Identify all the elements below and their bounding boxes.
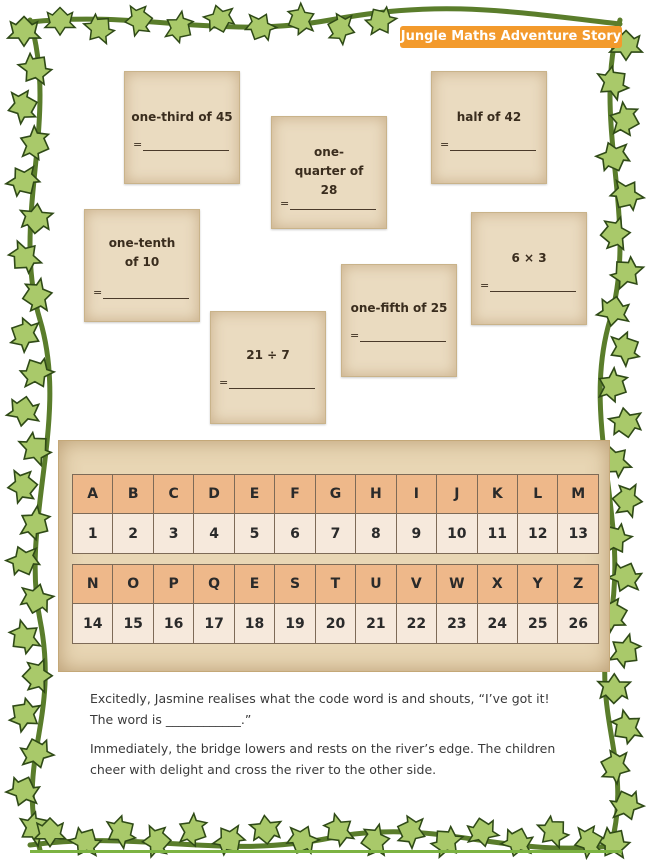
question-text: one-third of 45 (131, 110, 233, 124)
answer-field[interactable] (93, 286, 189, 302)
ivy-leaf (3, 772, 44, 811)
ivy-leaf (208, 819, 250, 860)
letter-cell: D (194, 475, 234, 514)
number-cell: 17 (194, 604, 234, 644)
ivy-leaf (45, 8, 75, 36)
answer-field[interactable] (219, 376, 315, 392)
question-text: one-tenth of 10 (108, 236, 176, 269)
ivy-leaf (318, 809, 360, 851)
ivy-leaf (605, 557, 646, 597)
page-title-badge: Jungle Maths Adventure Story (400, 26, 622, 48)
letter-cell: U (356, 565, 396, 604)
question-card-one-quarter (271, 116, 387, 229)
letter-cell: T (315, 565, 355, 604)
question-card-half (431, 71, 547, 184)
number-cell: 6 (275, 514, 315, 554)
number-cell: 12 (518, 514, 558, 554)
number-cell: 10 (437, 514, 477, 554)
story-paragraph-2: Immediately, the bridge lowers and rests on the river’s edge. The children cheer with delight and cross the river to the other side. (90, 741, 556, 777)
equals-sign: = (219, 376, 229, 389)
equals-sign: = (93, 286, 103, 299)
ivy-leaf (5, 394, 42, 429)
letter-cell: I (396, 475, 436, 514)
ivy-leaf (605, 251, 649, 295)
question-card-multiplication (471, 212, 587, 325)
question-text: one-quarter of 28 (294, 145, 364, 197)
ivy-leaf (4, 87, 41, 126)
ivy-leaf (22, 660, 52, 693)
ivy-leaf (499, 824, 537, 860)
letter-cell: Z (558, 565, 599, 604)
ivy-leaf (2, 160, 45, 202)
code-table-n-to-z (72, 564, 599, 644)
number-cell: 26 (558, 604, 599, 644)
letter-cell: E (234, 475, 274, 514)
ivy-leaf (283, 821, 323, 860)
question-card-one-fifth (341, 264, 457, 377)
ivy-leaf (249, 814, 283, 846)
letter-cell: Q (194, 565, 234, 604)
number-cell: 23 (437, 604, 477, 644)
ivy-leaf (201, 1, 237, 36)
number-cell: 1 (73, 514, 113, 554)
equals-sign: = (133, 138, 143, 151)
number-cell: 5 (234, 514, 274, 554)
ivy-leaf (591, 61, 634, 105)
equals-sign: = (440, 138, 450, 151)
letter-cell: F (275, 475, 315, 514)
letter-cell: Y (517, 565, 557, 604)
ivy-leaf (606, 786, 647, 825)
ivy-leaf (571, 823, 607, 861)
answer-field[interactable] (133, 138, 229, 154)
number-cell: 18 (234, 604, 274, 644)
letter-cell: V (396, 565, 436, 604)
number-row (73, 514, 599, 554)
number-cell: 14 (73, 604, 113, 644)
equals-sign: = (280, 197, 290, 210)
answer-field[interactable] (440, 138, 536, 154)
number-cell: 3 (153, 514, 193, 554)
number-cell: 13 (558, 514, 599, 554)
letter-cell: G (315, 475, 355, 514)
ivy-leaf (123, 3, 154, 37)
number-cell: 22 (396, 604, 436, 644)
ivy-leaf (241, 8, 280, 46)
ivy-leaf (19, 202, 54, 234)
ivy-leaf (14, 502, 56, 545)
letter-cell: L (518, 475, 558, 514)
number-cell: 19 (275, 604, 315, 644)
letter-cell: O (113, 565, 153, 604)
question-card-division (210, 311, 326, 424)
letter-cell: A (73, 475, 113, 514)
ivy-leaf (6, 468, 39, 503)
question-text: half of 42 (456, 110, 522, 124)
letter-cell: J (437, 475, 477, 514)
question-card-one-third (124, 71, 240, 184)
ivy-leaf (13, 427, 57, 471)
letter-row (73, 565, 599, 604)
number-row (73, 604, 599, 644)
letter-cell: W (437, 565, 477, 604)
letter-row (73, 475, 599, 514)
number-cell: 20 (315, 604, 355, 644)
number-cell: 4 (194, 514, 234, 554)
number-cell: 8 (356, 514, 396, 554)
letter-cell: S (275, 565, 315, 604)
ivy-leaf (605, 174, 648, 216)
ivy-leaf (361, 1, 401, 40)
ivy-leaf (599, 216, 631, 251)
number-cell: 11 (477, 514, 517, 554)
ivy-leaf (79, 9, 120, 49)
letter-cell: B (113, 475, 153, 514)
ivy-leaf (3, 235, 47, 279)
ivy-leaf (595, 294, 632, 329)
answer-field[interactable] (350, 329, 446, 345)
question-text: 6 × 3 (511, 251, 547, 265)
ivy-leaf (359, 823, 392, 858)
number-cell: 16 (153, 604, 193, 644)
question-text: 21 ÷ 7 (246, 348, 290, 362)
letter-cell: M (558, 475, 599, 514)
ivy-leaf (611, 482, 644, 517)
number-cell: 25 (517, 604, 557, 644)
answer-field[interactable] (280, 197, 376, 213)
footer-divider (30, 850, 622, 853)
code-table-a-to-m (72, 474, 599, 554)
letter-cell: X (477, 565, 517, 604)
equals-sign: = (350, 329, 360, 342)
letter-cell: N (73, 565, 113, 604)
ivy-leaf (426, 821, 468, 861)
letter-cell: K (477, 475, 517, 514)
number-cell: 24 (477, 604, 517, 644)
ivy-leaf (101, 811, 142, 853)
number-cell: 9 (396, 514, 436, 554)
ivy-leaf (65, 822, 106, 861)
letter-cell: P (153, 565, 193, 604)
equals-sign: = (480, 279, 490, 292)
number-cell: 2 (113, 514, 153, 554)
question-card-one-tenth (84, 209, 200, 322)
ivy-leaf (604, 328, 645, 370)
number-cell: 7 (315, 514, 355, 554)
ivy-leaf (282, 0, 319, 39)
answer-field[interactable] (480, 279, 576, 295)
story-paragraph-1: Excitedly, Jasmine realises what the code word is and shouts, “I’ve got it! The word is ____________.” (90, 691, 550, 727)
letter-cell: H (356, 475, 396, 514)
number-cell: 21 (356, 604, 396, 644)
letter-cell: E (234, 565, 274, 604)
question-text: one-fifth of 25 (350, 301, 448, 315)
number-cell: 15 (113, 604, 153, 644)
letter-cell: C (153, 475, 193, 514)
ivy-leaf (607, 405, 644, 440)
